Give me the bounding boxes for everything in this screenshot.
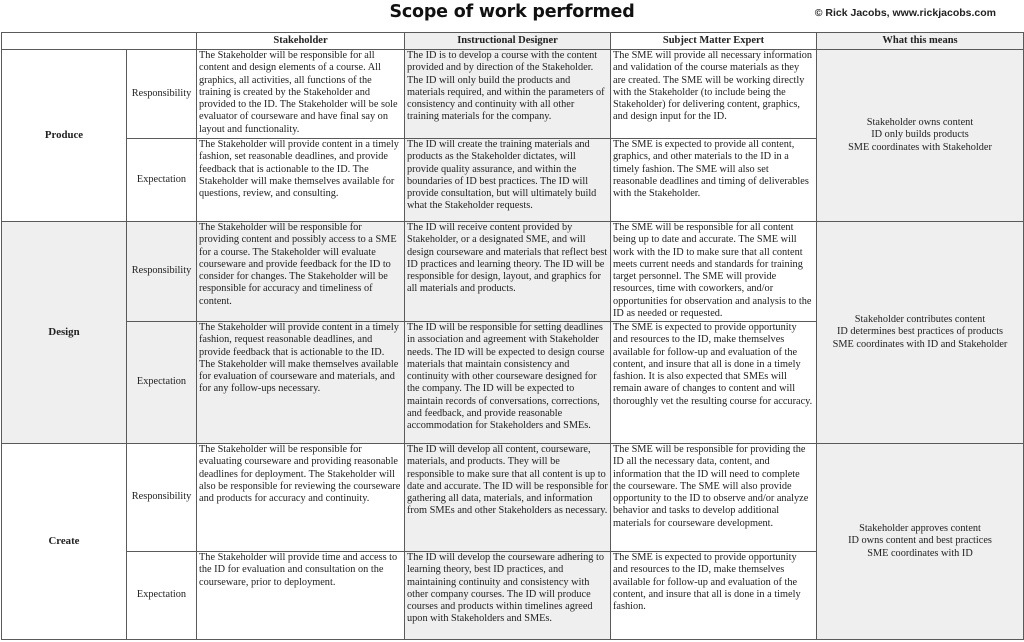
produce-stakeholder-responsibility: The Stakeholder will be responsible for all content and design elements of a course. All graphics, all activities, all functions of the training is created by the Stakeholder and provided to the ID. The Stakeholder will be sole evaluator of courseware and have final say on layout and functionality. (197, 50, 405, 139)
row-label-expectation: Expectation (127, 139, 197, 222)
copyright-notice: © Rick Jacobs, www.rickjacobs.com (814, 7, 996, 19)
produce-sme-expectation: The SME is expected to provide all content, graphics, and other materials to the ID in a timely fashion. The SME will also set reasonable deadlines and timing of deliverables with the Stakeholder. (611, 139, 817, 222)
produce-stakeholder-expectation: The Stakeholder will provide content in a timely fashion, set reasonable deadlines, and provide feedback that is actionable to the ID. The Stakeholder will make themselves available for questions, review, and consulting. (197, 139, 405, 222)
row-label-responsibility: Responsibility (127, 444, 197, 552)
produce-what-this-means (817, 50, 1024, 222)
create-id-responsibility: The ID will develop all content, courseware, materials, and products. They will be responsible to make sure that all content is up to date and accurate. The ID will be responsible for gathering all data, materials, and information from SMEs and other Stakeholders as necessary. (405, 444, 611, 552)
design-sme-responsibility: The SME will be responsible for all content being up to date and accurate. The SME will work with the ID to make sure that all content meets current needs and standards for training target personnel. The SME will provide resources, time with coworkers, and/or opportunities for observation and analysis to the ID as needed or requested. (611, 222, 817, 322)
create-stakeholder-expectation: The Stakeholder will provide time and access to the ID for evaluation and consultation on the courseware, prior to deployment. (197, 552, 405, 640)
design-responsibility-row (2, 222, 1024, 322)
scope-table (1, 32, 1024, 640)
produce-responsibility-row (2, 50, 1024, 139)
header-subject-matter-expert: Subject Matter Expert (611, 33, 817, 50)
header-instructional-designer: Instructional Designer (405, 33, 611, 50)
meaning-line: ID determines best practices of products (836, 326, 1004, 338)
create-sme-responsibility: The SME will be responsible for providing the ID all the necessary data, content, and information that the ID will need to complete the courseware. The SME will also provide opportunity to the ID to observe and/or analyze behavior and tasks to develop additional materials for courseware development. (611, 444, 817, 552)
design-id-expectation: The ID will be responsible for setting deadlines in association and agreement with Stakeholder needs. The ID will be expected to design course materials that maintain consistency and continuity with other courseware designed for the company. The ID will be expected to maintain records of conversations, corrections, and feedback, and provide reasonable accommodation for Stakeholders and SMEs. (405, 322, 611, 444)
meaning-line: SME coordinates with ID and Stakeholder (832, 338, 1008, 350)
design-sme-expectation: The SME is expected to provide opportunity and resources to the ID, make themselves available for follow-up and evaluation of the content, and insure that all is done in a timely fashion. It is also expected that SMEs will remain aware of changes to content and will thoroughly vet the resulting course for accuracy. (611, 322, 817, 444)
section-label-design: Design (2, 222, 127, 444)
meaning-line: ID owns content and best practices (848, 535, 992, 547)
produce-sme-responsibility: The SME will provide all necessary information and validation of the course materials as they are created. The SME will be working directly with the Stakeholder (to include being the Stakeholder) for delivering content, graphics, and design input for the ID. (611, 50, 817, 139)
produce-id-expectation: The ID will create the training materials and products as the Stakeholder dictates, will provide quality assurance, and within the boundaries of ID best practices. The ID will provide consultation, but will ultimately build what the Stakeholder requests. (405, 139, 611, 222)
design-id-responsibility: The ID will receive content provided by Stakeholder, or a designated SME, and will design courseware and materials that reflect best ID practices and learning theory. The ID will be responsible for design, layout, and graphics for all materials and products. (405, 222, 611, 322)
create-what-this-means (817, 444, 1024, 640)
header-stakeholder: Stakeholder (197, 33, 405, 50)
design-stakeholder-expectation: The Stakeholder will provide content in a timely fashion, request reasonable deadlines, and provide feedback that is actionable to the ID. The Stakeholder will make themselves available for evaluation of courseware and materials, and for any follow-ups necessary. (197, 322, 405, 444)
meaning-line: Stakeholder owns content (866, 117, 974, 129)
meaning-line: Stakeholder approves content (859, 523, 981, 535)
produce-id-responsibility: The ID is to develop a course with the content provided and by direction of the Stakeholder. The ID will only build the products and materials required, and within the parameters of consistency and continuity with all other training materials for the company. (405, 50, 611, 139)
meaning-line: SME coordinates with ID (867, 547, 973, 559)
page-title: Scope of work performed (389, 2, 635, 22)
row-label-responsibility: Responsibility (127, 50, 197, 139)
row-label-expectation: Expectation (127, 322, 197, 444)
create-sme-expectation: The SME is expected to provide opportunity and resources to the ID, make themselves available for follow-up and evaluation of the content, and insure that all is done in a timely fashion. (611, 552, 817, 640)
create-responsibility-row (2, 444, 1024, 552)
create-id-expectation: The ID will develop the courseware adhering to learning theory, best ID practices, and maintaining continuity and consistency with other company courses. The ID will produce courses and products within timelines agreed upon with Stakeholders and SMEs. (405, 552, 611, 640)
design-stakeholder-responsibility: The Stakeholder will be responsible for providing content and possibly access to a SME for a course. The Stakeholder will evaluate courseware and provide feedback for the ID to consider for changes. The Stakeholder will be responsible for accuracy and timeliness of content. (197, 222, 405, 322)
meaning-line: ID only builds products (871, 129, 969, 141)
meaning-line: SME coordinates with Stakeholder (848, 141, 992, 153)
create-stakeholder-responsibility: The Stakeholder will be responsible for evaluating courseware and providing reasonable deadlines for deployment. The Stakeholder will also be responsible for reviewing the courseware and products for accuracy and continuity. (197, 444, 405, 552)
row-label-responsibility: Responsibility (127, 222, 197, 322)
section-label-produce: Produce (2, 50, 127, 222)
row-label-expectation: Expectation (127, 552, 197, 640)
header-row (2, 33, 1024, 50)
meaning-line: Stakeholder contributes content (854, 314, 986, 326)
section-label-create: Create (2, 444, 127, 640)
header-blank (2, 33, 197, 50)
header-what-this-means: What this means (817, 33, 1024, 50)
design-what-this-means (817, 222, 1024, 444)
